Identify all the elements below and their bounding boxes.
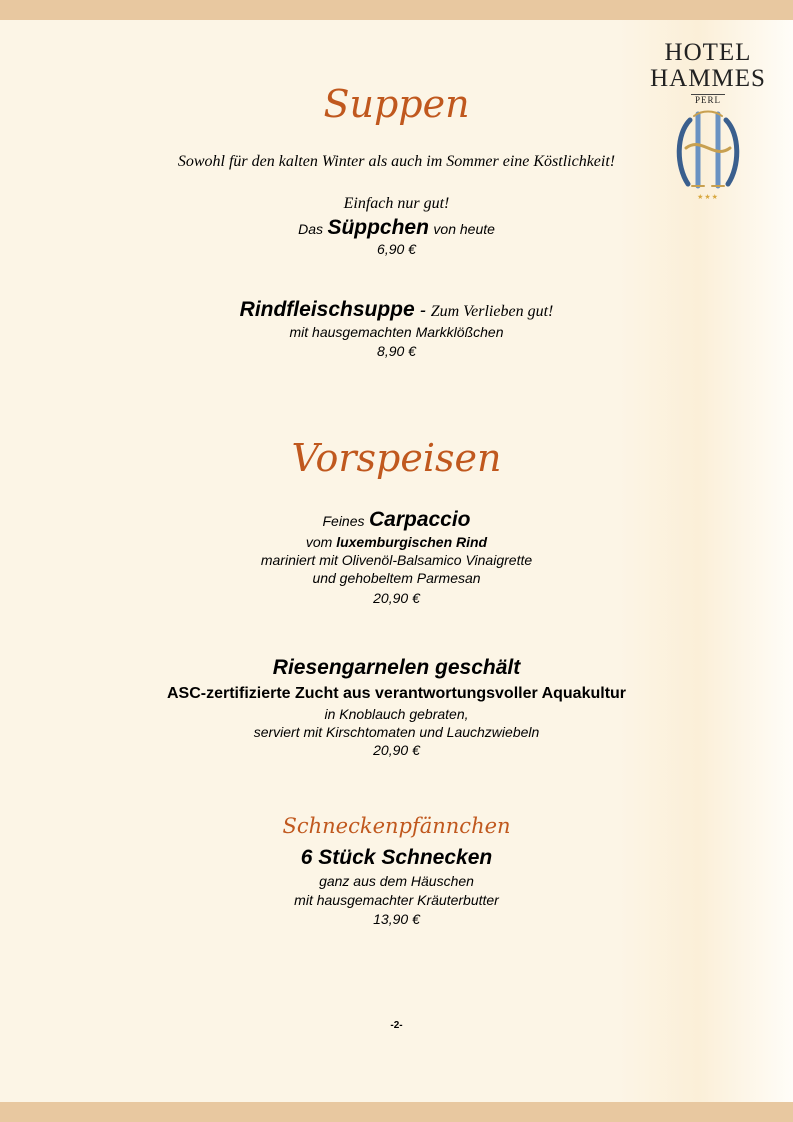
- item-name: Riesengarnelen geschält: [272, 656, 521, 679]
- item-description: ganz aus dem Häuschen: [319, 873, 474, 889]
- item-subtitle-bold: luxemburgischen Rind: [336, 534, 488, 550]
- item-tagline: Zum Verlieben gut!: [430, 303, 554, 320]
- item-script-heading: Schneckenpfännchen: [282, 814, 511, 838]
- item-name: Rindfleischsuppe: [239, 298, 415, 321]
- item-description: mit hausgemachten Markklößchen: [289, 324, 504, 340]
- item-description: in Knoblauch gebraten,: [324, 706, 469, 722]
- logo-stars: ★★★: [697, 193, 719, 201]
- logo-line-hammes: HAMMES: [650, 65, 766, 92]
- top-decorative-band: [0, 0, 793, 20]
- item-price: 13,90 €: [373, 911, 420, 927]
- suppen-intro: Sowohl für den kalten Winter als auch im Sommer eine Köstlichkeit!: [177, 153, 616, 170]
- logo-line-hotel: HOTEL: [664, 39, 752, 66]
- item-name: 6 Stück Schnecken: [300, 846, 493, 869]
- item-separator: -: [414, 300, 431, 320]
- item-prefix: Feines: [322, 513, 365, 529]
- item-price: 20,90 €: [373, 590, 420, 606]
- item-subtitle: [0, 533, 793, 551]
- item-description: serviert mit Kirschtomaten und Lauchzwiebeln: [253, 724, 540, 740]
- page-number: -2-: [390, 1020, 403, 1031]
- item-description: und gehobeltem Parmesan: [312, 570, 481, 586]
- item-suffix: von heute: [433, 221, 495, 237]
- section-heading-suppen: Suppen: [323, 82, 470, 126]
- bottom-decorative-band: [0, 1102, 793, 1122]
- item-price: 6,90 €: [377, 241, 416, 257]
- item-subtitle: ASC-zertifizierte Zucht aus verantwortungsvoller Aquakultur: [166, 685, 627, 702]
- item-name: Süppchen: [327, 216, 429, 239]
- section-heading-vorspeisen: Vorspeisen: [291, 436, 502, 480]
- item-name: Carpaccio: [368, 508, 471, 531]
- item-price: 8,90 €: [377, 343, 416, 359]
- logo-line-perl: PERL: [694, 95, 721, 105]
- item-description: mariniert mit Olivenöl-Balsamico Vinaigrette: [260, 552, 533, 568]
- item-description: mit hausgemachter Kräuterbutter: [294, 892, 499, 908]
- item-prefix: Das: [298, 221, 323, 237]
- item-subtitle-prefix: vom: [305, 534, 333, 550]
- item-tagline: Einfach nur gut!: [343, 195, 450, 212]
- item-price: 20,90 €: [373, 742, 420, 758]
